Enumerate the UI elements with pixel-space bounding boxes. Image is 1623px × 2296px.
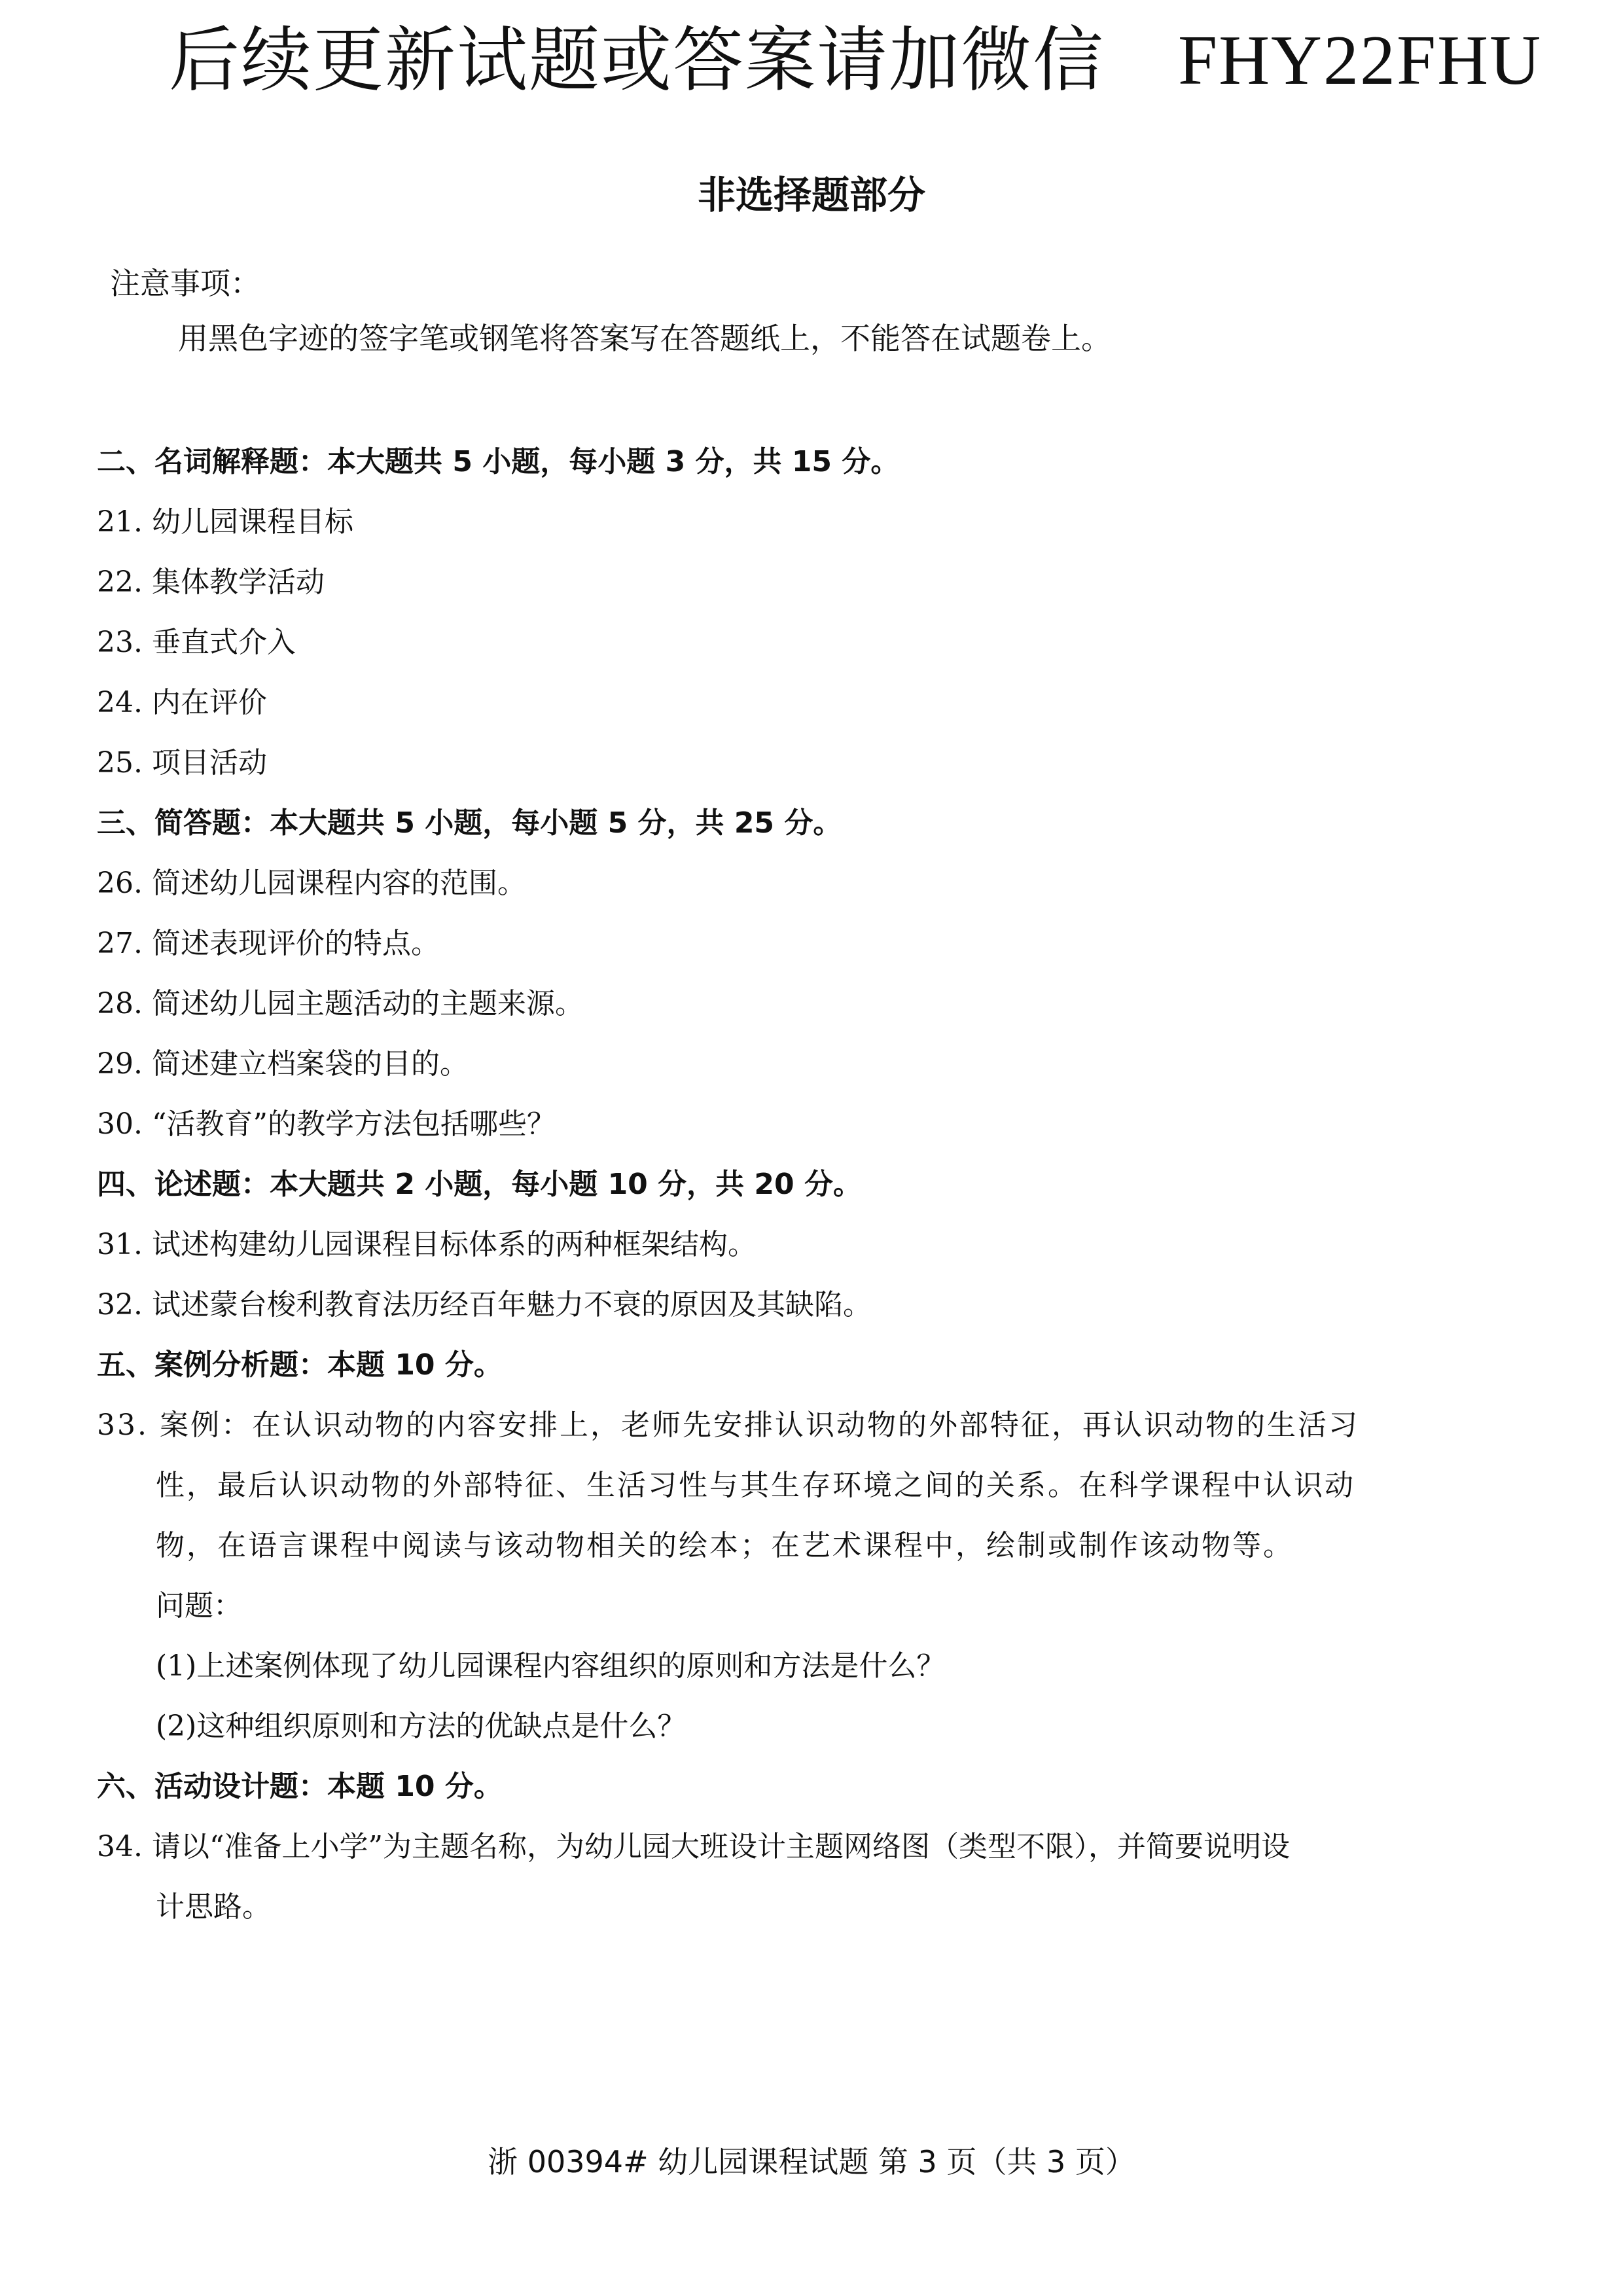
question-32: 32. 试述蒙台梭利教育法历经百年魅力不衰的原因及其缺陷。 <box>97 1288 872 1321</box>
case-line: 物，在语言课程中阅读与该动物相关的绘本；在艺术课程中，绘制或制作该动物等。 <box>156 1529 1294 1562</box>
exam-content <box>97 432 1550 1937</box>
section-heading-5: 五、案例分析题：本题 10 分。 <box>97 1348 503 1382</box>
banner-text: 后续更新试题或答案请加微信 <box>169 20 1105 101</box>
question-29: 29. 简述建立档案袋的目的。 <box>97 1047 469 1081</box>
question-21: 21. 幼儿园课程目标 <box>97 505 353 539</box>
question-24: 24. 内在评价 <box>97 686 267 719</box>
question-23: 23. 垂直式介入 <box>97 626 296 659</box>
question-31: 31. 试述构建幼儿园课程目标体系的两种框架结构。 <box>97 1228 757 1261</box>
part-title: 非选择题部分 <box>697 173 925 217</box>
question-label: 问题： <box>156 1589 242 1623</box>
notice-label: 注意事项： <box>110 266 260 301</box>
section-heading-3: 三、简答题：本大题共 5 小题，每小题 5 分，共 25 分。 <box>97 806 842 840</box>
section-heading-4: 四、论述题：本大题共 2 小题，每小题 10 分，共 20 分。 <box>97 1168 862 1201</box>
sub-question-2: (2)这种组织原则和方法的优缺点是什么？ <box>156 1710 687 1743</box>
case-line: 33. 案例：在认识动物的内容安排上，老师先安排认识动物的外部特征，再认识动物的生活习 <box>97 1408 1359 1442</box>
question-34-line: 计思路。 <box>156 1890 271 1924</box>
question-27: 27. 简述表现评价的特点。 <box>97 927 440 960</box>
section-heading-6: 六、活动设计题：本题 10 分。 <box>97 1770 503 1803</box>
question-30: 30. “活教育”的教学方法包括哪些？ <box>97 1107 556 1141</box>
question-25: 25. 项目活动 <box>97 746 267 780</box>
question-34 <box>97 1817 1550 1937</box>
notice-text: 用黑色字迹的签字笔或钢笔将答案写在答题纸上，不能答在试题卷上。 <box>178 321 1111 356</box>
question-33-case <box>97 1395 1550 1576</box>
wechat-banner <box>169 18 1543 103</box>
question-28: 28. 简述幼儿园主题活动的主题来源。 <box>97 987 584 1020</box>
sub-question-1: (1)上述案例体现了幼儿园课程内容组织的原则和方法是什么？ <box>156 1649 946 1683</box>
question-26: 26. 简述幼儿园课程内容的范围。 <box>97 867 526 900</box>
section-heading-2: 二、名词解释题：本大题共 5 小题，每小题 3 分，共 15 分。 <box>97 445 900 478</box>
question-34-line: 34. 请以“准备上小学”为主题名称，为幼儿园大班设计主题网络图（类型不限），并简要说明设 <box>97 1830 1290 1863</box>
page-footer: 浙 00394# 幼儿园课程试题 第 3 页（共 3 页） <box>488 2144 1135 2179</box>
case-line: 性，最后认识动物的外部特征、生活习性与其生存环境之间的关系。在科学课程中认识动 <box>156 1469 1355 1502</box>
question-22: 22. 集体教学活动 <box>97 565 325 599</box>
banner-code: FHY22FHU <box>1178 22 1543 99</box>
